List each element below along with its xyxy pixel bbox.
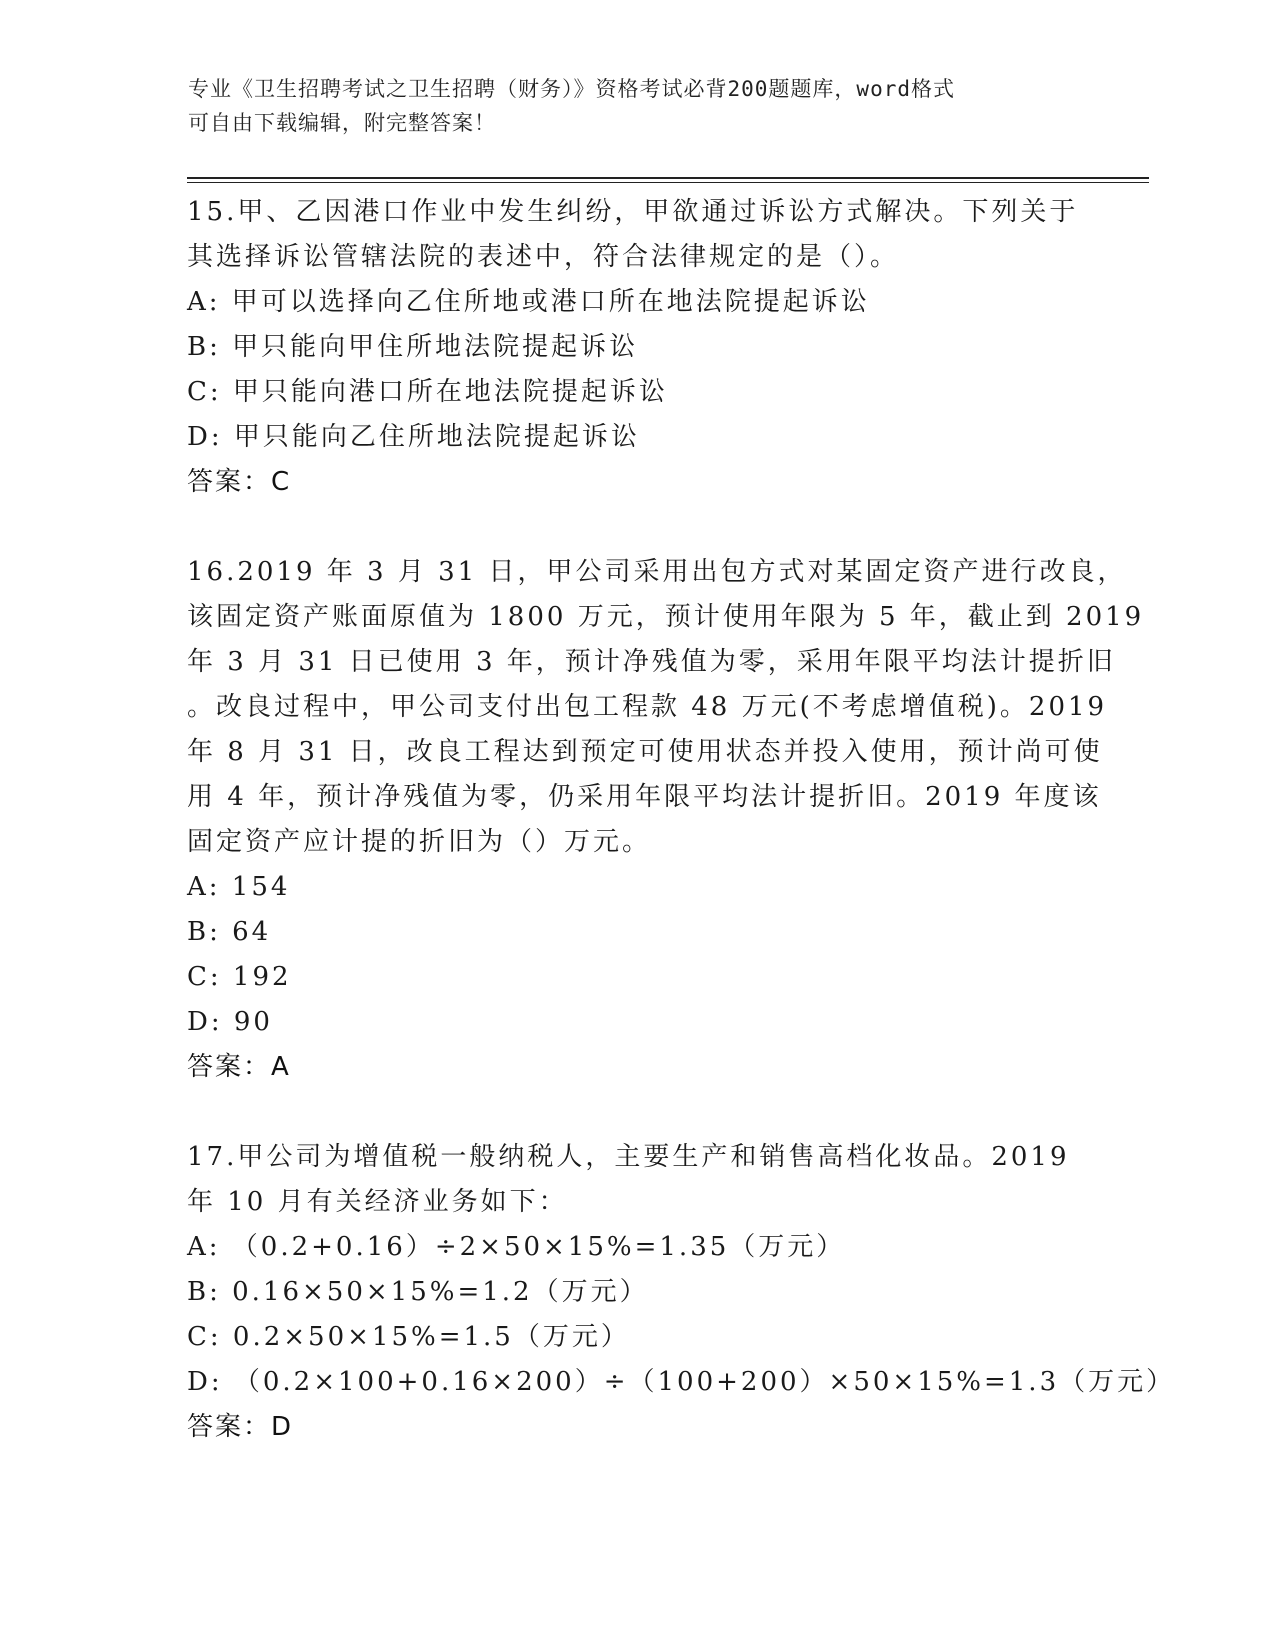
answer: 答案：C	[187, 467, 292, 497]
question-text-line: 15.甲、乙因港口作业中发生纠纷，甲欲通过诉讼方式解决。下列关于	[187, 197, 1079, 227]
header-divider-thin	[187, 182, 1149, 183]
option-b: B: 64	[187, 917, 272, 947]
option-c: C: 0.2×50×15%=1.5（万元）	[187, 1322, 630, 1352]
question-text-line: 固定资产应计提的折旧为（）万元。	[187, 827, 652, 857]
question-text-line: 其选择诉讼管辖法院的表述中，符合法律规定的是（）。	[187, 242, 900, 272]
document-header	[188, 72, 1088, 140]
question-text-line: 。改良过程中，甲公司支付出包工程款 48 万元(不考虑增值税)。2019	[187, 692, 1108, 722]
header-divider-thick	[187, 177, 1149, 179]
answer: 答案：D	[187, 1412, 294, 1442]
question-text-line: 该固定资产账面原值为 1800 万元，预计使用年限为 5 年，截止到 2019	[187, 602, 1145, 632]
question-text-line: 16.2019 年 3 月 31 日，甲公司采用出包方式对某固定资产进行改良，	[187, 557, 1127, 587]
question-text-line: 年 10 月有关经济业务如下：	[187, 1187, 568, 1217]
option-d: D: （0.2×100+0.16×200）÷（100+200）×50×15%=1.3（万元）	[187, 1367, 1176, 1397]
question-list	[187, 190, 1176, 1450]
question-15	[187, 190, 1087, 505]
question-text-line: 年 3 月 31 日已使用 3 年，预计净残值为零，采用年限平均法计提折旧	[187, 647, 1116, 677]
option-d: D: 90	[187, 1007, 273, 1037]
option-a: A: 甲可以选择向乙住所地或港口所在地法院提起诉讼	[187, 287, 870, 317]
option-c: C: 192	[187, 962, 292, 992]
question-16	[187, 550, 1145, 1090]
answer: 答案：A	[187, 1052, 291, 1082]
option-b: B: 0.16×50×15%=1.2（万元）	[187, 1277, 649, 1307]
spacer	[187, 1090, 1087, 1135]
spacer	[187, 505, 1087, 550]
option-a: A: （0.2+0.16）÷2×50×15%=1.35（万元）	[187, 1232, 846, 1262]
option-a: A: 154	[187, 872, 291, 902]
option-b: B: 甲只能向甲住所地法院提起诉讼	[187, 332, 639, 362]
option-d: D: 甲只能向乙住所地法院提起诉讼	[187, 422, 640, 452]
header-line-1: 专业《卫生招聘考试之卫生招聘（财务）》资格考试必背200题题库，word格式	[188, 77, 955, 101]
question-text-line: 用 4 年，预计净残值为零，仍采用年限平均法计提折旧。2019 年度该	[187, 782, 1102, 812]
question-text-line: 17.甲公司为增值税一般纳税人，主要生产和销售高档化妆品。2019	[187, 1142, 1070, 1172]
header-line-2: 可自由下载编辑，附完整答案！	[188, 111, 496, 135]
option-c: C: 甲只能向港口所在地法院提起诉讼	[187, 377, 668, 407]
question-17	[187, 1135, 1176, 1450]
question-text-line: 年 8 月 31 日，改良工程达到预定可使用状态并投入使用，预计尚可使	[187, 737, 1103, 767]
